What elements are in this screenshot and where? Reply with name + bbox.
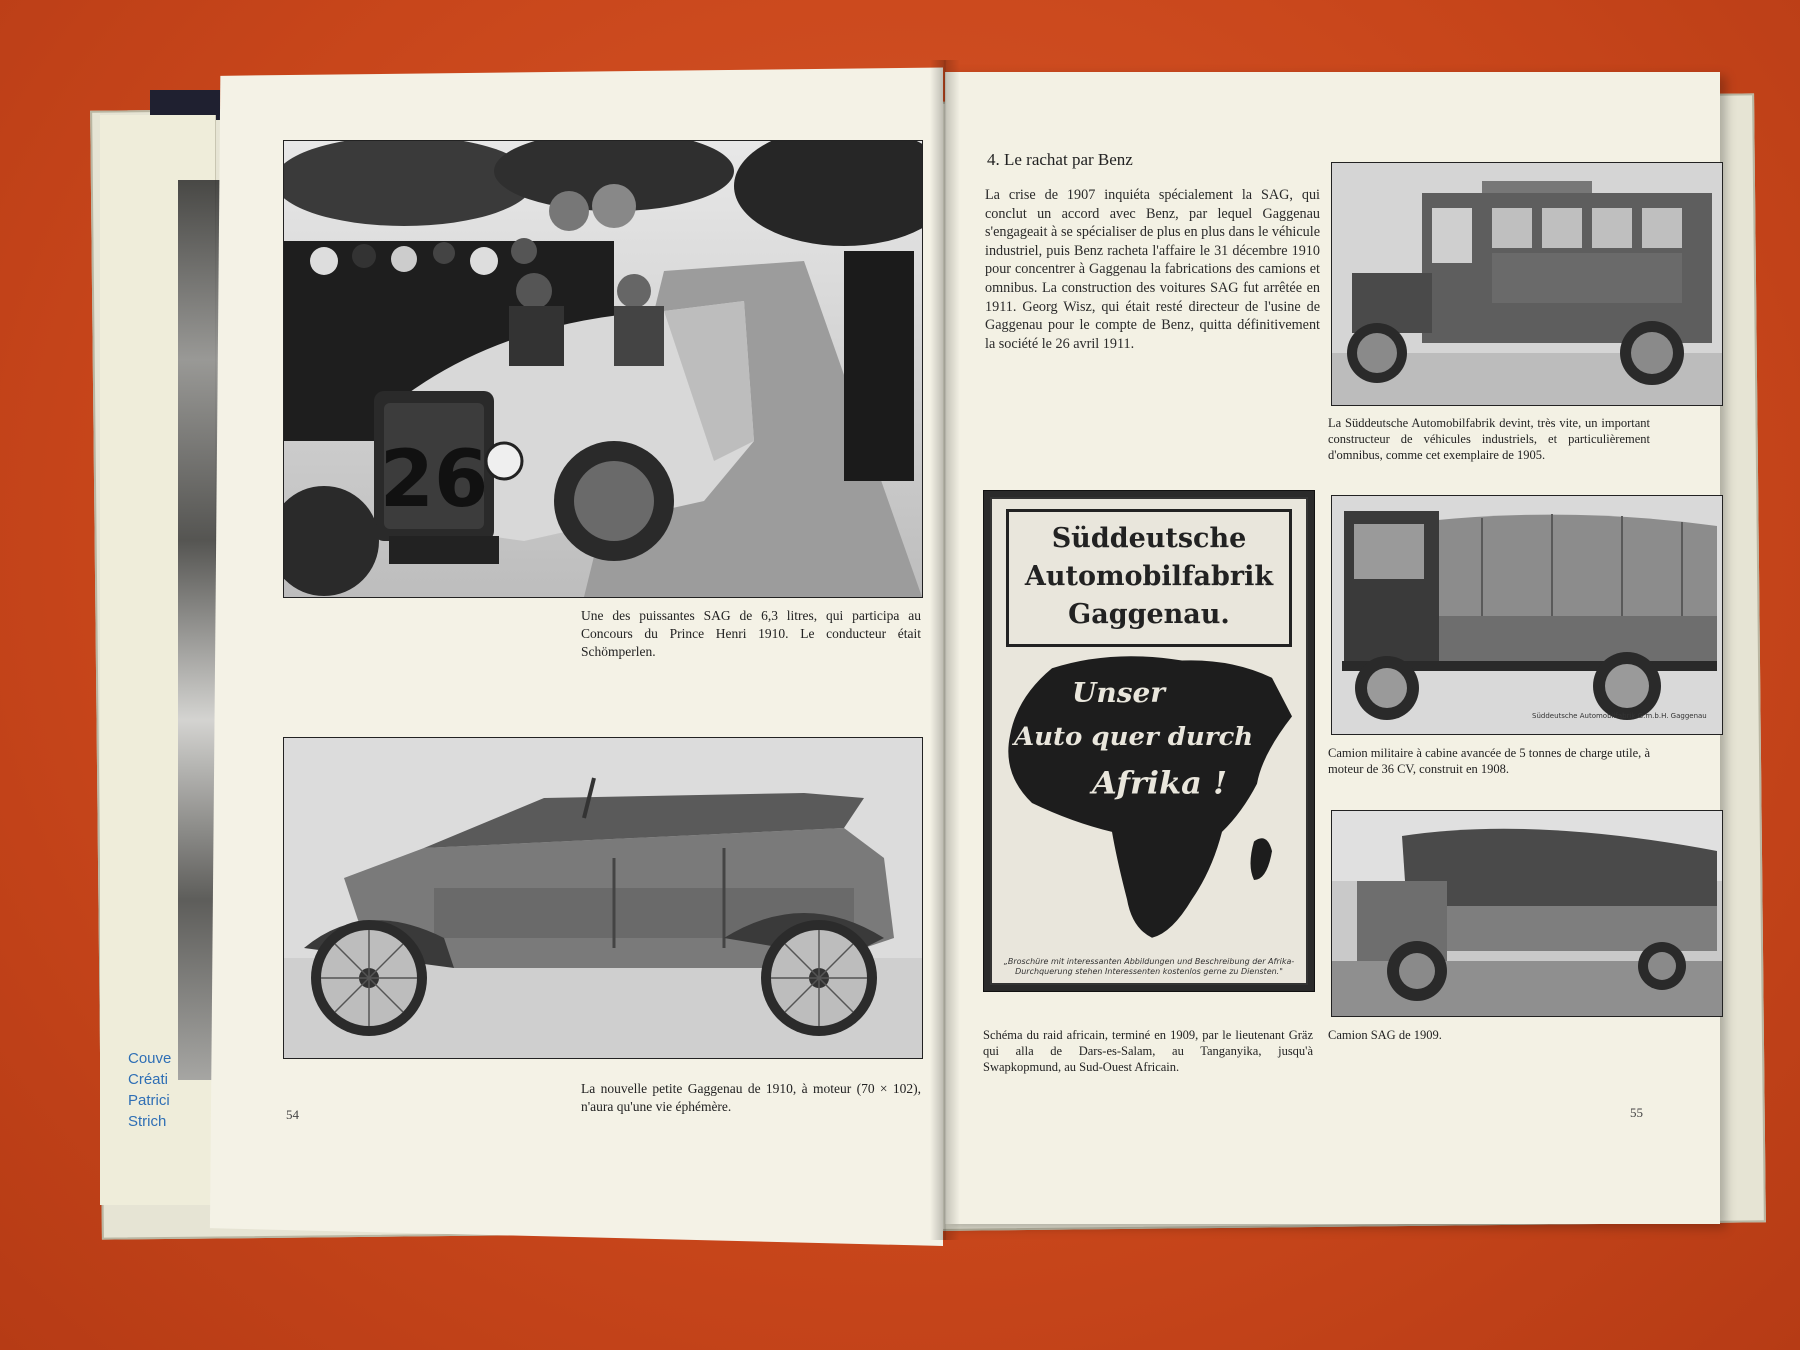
- sag-africa-poster: [983, 490, 1315, 992]
- cover-credit-line: Patrici: [128, 1092, 170, 1109]
- cover-credit-text: [128, 1048, 188, 1132]
- truck-1909-caption: Camion SAG de 1909.: [1328, 1028, 1442, 1042]
- cover-credit-line: Couve: [128, 1050, 172, 1067]
- section-heading: 4. Le rachat par Benz: [987, 150, 1133, 169]
- military-truck-caption: Camion militaire à cabine avancée de 5 tonnes de charge utile, à moteur de 36 CV, construit en 1908.: [1328, 746, 1650, 776]
- touring-car-photo: [283, 737, 923, 1059]
- omnibus-photo: [1331, 162, 1723, 406]
- race-car-photo: [283, 140, 923, 598]
- poster-title: [1006, 509, 1292, 647]
- poster-inner: [990, 497, 1308, 985]
- africa-map: [992, 649, 1306, 957]
- truck-photo-inscription: Süddeutsche Automobilfabrik G.m.b.H. Gaggenau: [1532, 712, 1707, 720]
- touring-car-caption: La nouvelle petite Gaggenau de 1910, à moteur (70 × 102), n'aura qu'une vie éphémère.: [581, 1081, 921, 1114]
- military-truck-photo: [1331, 495, 1723, 735]
- truck-1909-photo: [1331, 810, 1723, 1017]
- left-page-number: 54: [286, 1107, 299, 1122]
- poster-title-line: Gaggenau.: [1068, 599, 1230, 630]
- poster-slogan-line: Unser: [1072, 677, 1166, 709]
- book-gutter: [930, 60, 960, 1240]
- right-page-number: 55: [1630, 1105, 1643, 1120]
- poster-slogan-line: Auto quer durch: [1014, 722, 1254, 753]
- cover-credit-line: Strich: [128, 1113, 167, 1130]
- poster-title-line: Automobilfabrik: [1024, 561, 1274, 592]
- race-number-26: 26: [379, 435, 489, 525]
- section-body-text: La crise de 1907 inquiéta spécialement la SAG, qui conclut un accord avec Benz, par lequel Gaggenau s'engageait à se spécialiser de plus en plus dans le véhicule industriel, puis Benz racheta l'affaire le 31 décembre 1910 pour concentrer à Gaggenau la fabrications des camions et omnibus. La construction des voitures SAG fut arrêtée en 1911. Georg Wisz, qui était resté directeur de l'usine de Gaggenau pour le compte de Benz, quitta définitivement la société le 26 avril 1911.: [985, 187, 1320, 352]
- race-car-caption: Une des puissantes SAG de 6,3 litres, qui participa au Concours du Prince Henri 1910. Le conducteur était Schömperlen.: [581, 608, 921, 659]
- cover-credit-line: Créati: [128, 1071, 169, 1088]
- poster-title-line: Süddeutsche: [1051, 523, 1247, 554]
- omnibus-caption: La Süddeutsche Automobilfabrik devint, très vite, un important constructeur de véhicules industriels, et particulièrement d'omnibus, comme cet exemplaire de 1905.: [1328, 416, 1650, 462]
- poster-caption: Schéma du raid africain, terminé en 1909, par le lieutenant Gräz qui alla de Dars-es-Salam, au Tanganyika, jusqu'à Swapkopmund, au Sud-Ouest Africain.: [983, 1028, 1313, 1074]
- poster-footer: „Broschüre mit interessanten Abbildungen und Beschreibung der Afrika-Durchquerung stehen Interessenten kostenlos gerne zu Diensten.": [1003, 957, 1295, 976]
- poster-slogan-line: Afrika !: [1092, 765, 1228, 802]
